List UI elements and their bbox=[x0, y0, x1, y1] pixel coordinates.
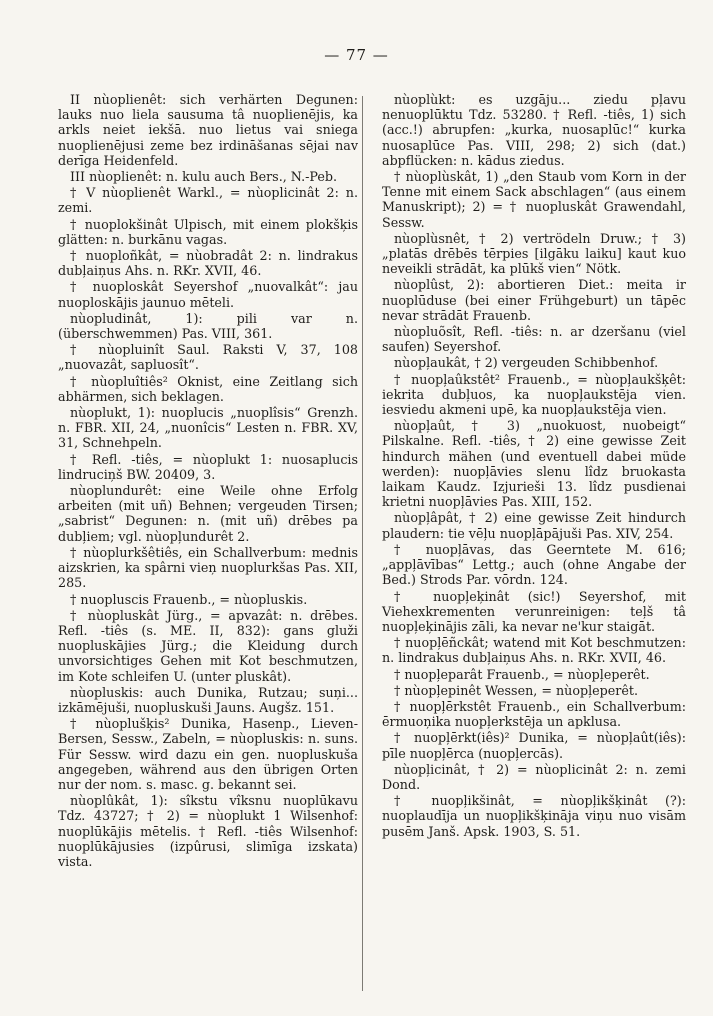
dictionary-entry: † nuopluscis Frauenb., = nùopluskis. bbox=[70, 591, 308, 607]
dictionary-entry: † nùopluskât Jürg., = apvazât: n. drēbes. Refl. -tiês (s. ME. II, 832): gans gluži nuopluskājies Jürg.; die Kleidung durch unvorsichtiges Gehen mit Kot beschmutzen, im Kote schleifen U. (unter pluskât). bbox=[58, 607, 358, 684]
dictionary-entry: † nuopļāvas, das Geerntete M. 616; „appļāvības“ Lettg.; auch (ohne Angabe der Bed.) Strods Par. vōrdn. 124. bbox=[382, 541, 686, 588]
dictionary-entry: † V nùoplienêt Warkl., = nùoplicinât 2: n. zemi. bbox=[58, 185, 358, 216]
right-column bbox=[382, 92, 686, 840]
dictionary-entry: nùopludinât, 1): pili var n. (überschwemmen) Pas. VIII, 361. bbox=[58, 310, 358, 342]
dictionary-entry: nùoplundurêt: eine Weile ohne Erfolg arbeiten (mit uñ) Behnen; vergeuden Tirsen; „sabrist“ Degunen: n. (mit uñ) drēbes pa dubļiem; vgl. nùopļundurêt 2. bbox=[58, 483, 358, 544]
dictionary-entry: † nuopļēñckât; watend mit Kot beschmutzen: n. lindrakus dubļaiņus Ahs. n. RKr. XVII, 46. bbox=[382, 635, 686, 666]
dictionary-entry: † nùopļepinêt Wessen, = nùopļeperêt. bbox=[394, 682, 638, 698]
left-column bbox=[58, 92, 358, 870]
dictionary-entry: † nùoplùskât, 1) „den Staub vom Korn in der Tenne mit einem Sack abschlagen“ (aus einem Manuskript); 2) = † nuopluskât Grawendahl, Sessw. bbox=[382, 169, 686, 230]
dictionary-entry: nùopļaukât, † 2) vergeuden Schibbenhof. bbox=[394, 355, 659, 371]
page-number: — 77 — bbox=[324, 46, 389, 64]
dictionary-entry: † Refl. -tiês, = nùoplukt 1: nuosaplucis lindruciņš BW. 20409, 3. bbox=[58, 451, 358, 482]
dictionary-entry: III nùoplienêt: n. kulu auch Bers., N.-Peb. bbox=[70, 169, 338, 185]
dictionary-entry: nùoplùkt: es uzgāju... ziedu pļavu nenuoplūktu Tdz. 53280. † Refl. -tiês, 1) sich (acc.!) abrupfen: „kurka, nuosaplūc!“ kurka nuosaplūce Pas. VIII, 298; 2) sich (dat.) abpflücken: n. kādus ziedus. bbox=[382, 92, 686, 168]
column-divider bbox=[362, 96, 363, 991]
dictionary-entry: II nùoplienêt: sich verhärten Degunen: lauks nuo liela sausuma tâ nuoplienējis, ka arkls neiet iekšā. nuo lietus vai sniega nuoplienējusi zeme bez irdināšanas sējai nav derīga Heidenfeld. bbox=[58, 92, 358, 168]
dictionary-entry: † nuoploñkât, = nùobradât 2: n. lindrakus dubļaiņus Ahs. n. RKr. XVII, 46. bbox=[58, 248, 358, 279]
dictionary-entry: † nuopļikšinât, = nùopļikšķinât (?): nuoplaudīja un nuopļikšķināja viņu nuo visām pusēm Janš. Apsk. 1903, S. 51. bbox=[382, 793, 686, 839]
dictionary-entry: nùoplukt, 1): nuoplucis „nuoplîsis“ Grenzh. n. FBR. XII, 24, „nuonîcis“ Lesten n. FBR. XV, 31, Schnehpeln. bbox=[58, 405, 358, 451]
dictionary-entry: nùopļaût, † 3) „nuokuost, nuobeigt“ Pilskalne. Refl. -tiês, † 2) eine gewisse Zeit hindurch mähen (und eventuell dabei müde werden): nuopļāvies slenu lîdz bruokasta laikam Kaudz. Izjurieši 13. lîdz pusdienai krietni nuopļāvies Pas. XIII, 152. bbox=[382, 418, 686, 510]
dictionary-entry: nùoplûkât, 1): sîkstu vîksnu nuoplūkavu Tdz. 43727; † 2) = nùoplukt 1 Wilsenhof: nuoplūkājis mētelis. † Refl. -tiês Wilsenhof: nuoplūkājusies (izpûrusi, slimīga izskata) vista. bbox=[58, 793, 358, 869]
dictionary-entry: nùoplûst, 2): abortieren Diet.: meita ir nuoplūduse (bei einer Frühgeburt) un tāpēc nevar strādāt Frauenb. bbox=[382, 277, 686, 323]
dictionary-entry: nùopluõsît, Refl. -tiês: n. ar dzeršanu (viel saufen) Seyershof. bbox=[382, 324, 686, 355]
dictionary-entry: nùopļicinât, † 2) = nùoplicinât 2: n. zemi Dond. bbox=[382, 761, 686, 792]
dictionary-entry: nùopluskis: auch Dunika, Rutzau; suņi... izkāmējuši, nuopluskuši Jauns. Augšz. 151. bbox=[58, 684, 358, 715]
dictionary-entry: † nuopļeķinât (sic!) Seyershof, mit Viehexkrementen verunreinigen: teļš tâ nuopļeķinājis zāli, ka nevar ne'kur staigāt. bbox=[382, 588, 686, 634]
dictionary-entry: † nùopluinît Saul. Raksti V, 37, 108 „nuovazât, sapluosît“. bbox=[58, 342, 358, 373]
dictionary-entry: † nuoplokšinât Ulpisch, mit einem plokšķis glätten: n. burkānu vagas. bbox=[58, 216, 358, 247]
dictionary-entry: † nuopļaûkstêt² Frauenb., = nùopļaukšķêt: iekrita dubļuos, ka nuopļaukstēja vien. iesviedu akmeni upē, ka nuopļaukstēja vien. bbox=[382, 371, 686, 418]
dictionary-entry: † nuoploskât Seyershof „nuovalkât“: jau nuoploskājis jaunuo mēteli. bbox=[58, 279, 358, 310]
dictionary-entry: † nuopļeparât Frauenb., = nùopļeperêt. bbox=[394, 666, 650, 682]
dictionary-entry: † nùoplurkšêtiês, ein Schallverbum: mednis aizskrien, ka spârni vieņ nuoplurkšas Pas. XII, 285. bbox=[58, 544, 358, 591]
dictionary-entry: nùopļâpât, † 2) eine gewisse Zeit hindurch plaudern: tie vēļu nuopļāpājuši Pas. XIV, 254. bbox=[382, 510, 686, 541]
dictionary-entry: † nùoplušķis² Dunika, Hasenp., Lieven-Bersen, Sessw., Zabeln, = nùopluskis: n. suns. Für Sessw. wird dazu ein gen. nuopluskuša angegeben, während aus den übrigen Orten nur der nom. s. masc. g. bekannt sei. bbox=[58, 716, 358, 792]
dictionary-entry: nùoplùsnêt, † 2) vertrödeln Druw.; † 3) „platās drēbēs tērpies [ilgāku laiku] kaut kuo neveikli strādāt, ka plūkš vien“ Nötk. bbox=[382, 230, 686, 277]
dictionary-entry: † nùopluîtiês² Oknist, eine Zeitlang sich abhärmen, sich beklagen. bbox=[58, 373, 358, 404]
dictionary-entry: † nuopļērkstêt Frauenb., ein Schallverbum: ērmuoņika nuopļerkstēja un apklusa. bbox=[382, 698, 686, 730]
dictionary-entry: † nuopļērkt(iês)² Dunika, = nùopļaût(iês): pīle nuopļērca (nuopļercās). bbox=[382, 730, 686, 761]
